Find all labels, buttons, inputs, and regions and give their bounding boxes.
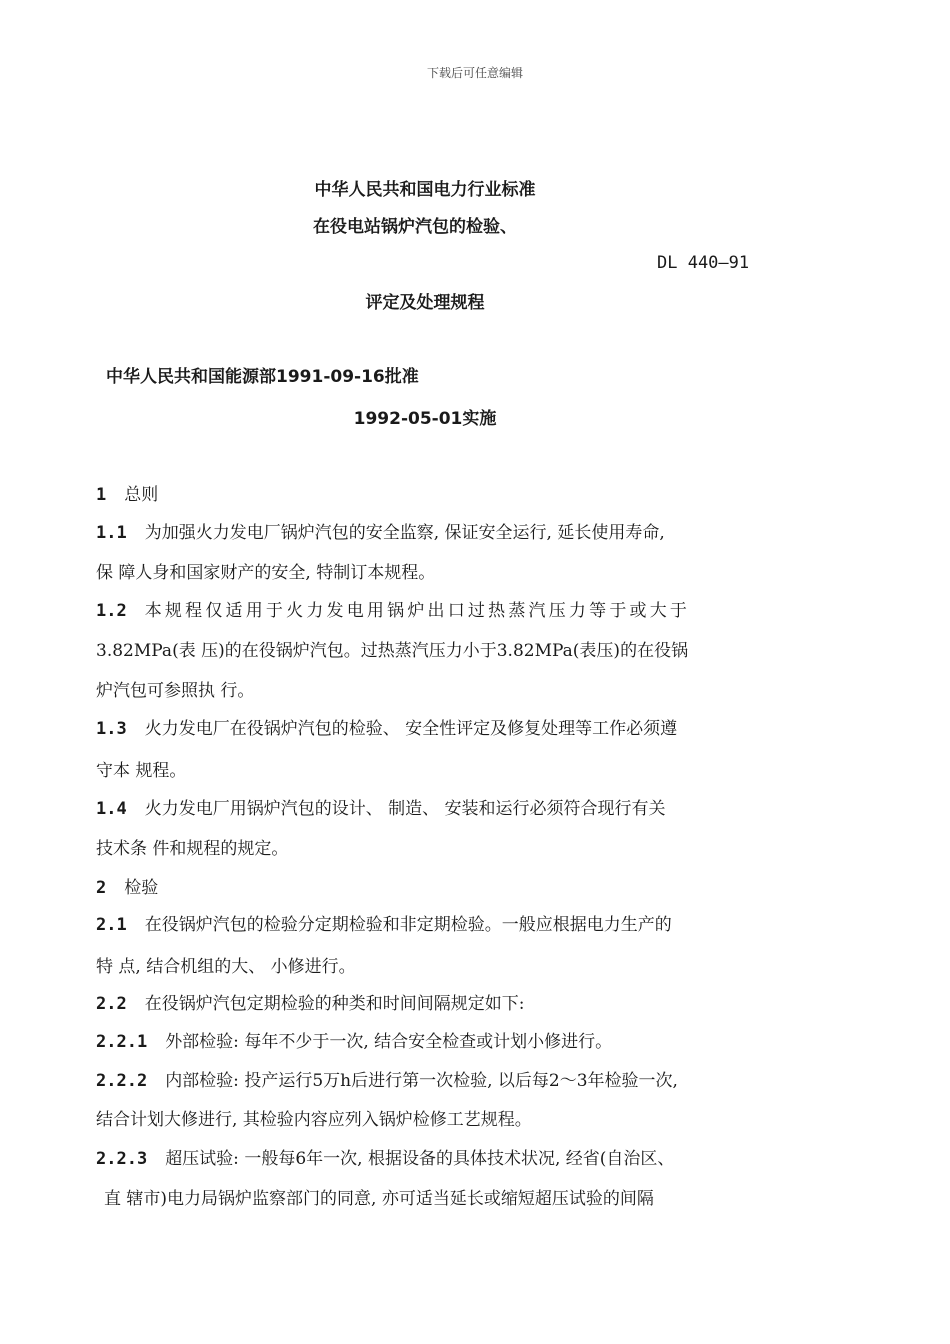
paragraph-2-2-3-line1	[96, 1144, 674, 1169]
paragraph-text: 火力发电厂在役锅炉汽包的检验、 安全性评定及修复处理等工作必须遵	[144, 719, 678, 739]
clause-number: 2.2.1	[96, 1032, 148, 1052]
section-heading-2	[96, 873, 158, 898]
implementation-date: 1992-05-01实施	[353, 409, 497, 429]
paragraph-1-1-line2: 保 障人身和国家财产的安全, 特制订本规程。	[96, 563, 436, 583]
paragraph-1-1-line1	[96, 518, 665, 543]
section-number: 1	[96, 485, 107, 505]
clause-number: 1.4	[96, 799, 127, 819]
paragraph-text: 外部检验: 每年不少于一次, 结合安全检查或计划小修进行。	[165, 1032, 613, 1052]
clause-number: 1.3	[96, 719, 127, 739]
paragraph-1-4-line1	[96, 794, 666, 819]
clause-number: 1.2	[96, 601, 127, 621]
paragraph-text: 超压试验: 一般每6年一次, 根据设备的具体技术状况, 经省(自治区、	[165, 1149, 675, 1169]
paragraph-1-4-line2: 技术条 件和规程的规定。	[96, 839, 289, 859]
section-number: 2	[96, 878, 107, 898]
paragraph-2-1-line1	[96, 910, 672, 935]
paragraph-text: 火力发电厂用锅炉汽包的设计、 制造、 安装和运行必须符合现行有关	[144, 799, 666, 819]
document-title-line2: 在役电站锅炉汽包的检验、	[313, 217, 517, 237]
paragraph-2-2-3-line2: 直 辖市)电力局锅炉监察部门的同意, 亦可适当延长或缩短超压试验的间隔	[104, 1189, 654, 1209]
paragraph-text: 本规程仅适用于火力发电用锅炉出口过热蒸汽压力等于或大于	[144, 601, 691, 621]
paragraph-2-1-line2: 特 点, 结合机组的大、 小修进行。	[96, 957, 356, 977]
paragraph-text: 在役锅炉汽包的检验分定期检验和非定期检验。一般应根据电力生产的	[144, 915, 672, 935]
document-title-line1: 中华人民共和国电力行业标准	[314, 180, 536, 200]
standard-code: DL 440—91	[657, 253, 750, 273]
clause-number: 2.2	[96, 994, 127, 1014]
paragraph-2-2-2-line2: 结合计划大修进行, 其检验内容应列入锅炉检修工艺规程。	[96, 1110, 532, 1130]
watermark-text: 下载后可任意编辑	[426, 66, 523, 80]
section-title: 总则	[124, 485, 159, 505]
paragraph-2-2-line1	[96, 989, 524, 1014]
paragraph-2-2-1-line1	[96, 1027, 612, 1052]
clause-number: 2.1	[96, 915, 127, 935]
paragraph-text: 内部检验: 投产运行5万h后进行第一次检验, 以后每2～3年检验一次,	[165, 1071, 678, 1091]
document-title-line3: 评定及处理规程	[365, 293, 485, 313]
paragraph-1-3-line2: 守本 规程。	[96, 761, 187, 781]
clause-number: 2.2.2	[96, 1071, 148, 1091]
paragraph-text: 在役锅炉汽包定期检验的种类和时间间隔规定如下:	[144, 994, 525, 1014]
paragraph-1-2-line3: 炉汽包可参照执 行。	[96, 681, 255, 701]
clause-number: 2.2.3	[96, 1149, 148, 1169]
paragraph-2-2-2-line1	[96, 1066, 678, 1091]
paragraph-1-3-line1	[96, 714, 677, 739]
paragraph-1-2-line1	[96, 596, 690, 621]
section-title: 检验	[124, 878, 159, 898]
paragraph-text: 为加强火力发电厂锅炉汽包的安全监察, 保证安全运行, 延长使用寿命,	[144, 523, 665, 543]
paragraph-1-2-line2: 3.82MPa(表 压)的在役锅炉汽包。过热蒸汽压力小于3.82MPa(表压)的在役锅	[96, 641, 689, 661]
approval-line: 中华人民共和国能源部1991-09-16批准	[106, 367, 419, 387]
clause-number: 1.1	[96, 523, 127, 543]
section-heading-1	[96, 480, 158, 505]
